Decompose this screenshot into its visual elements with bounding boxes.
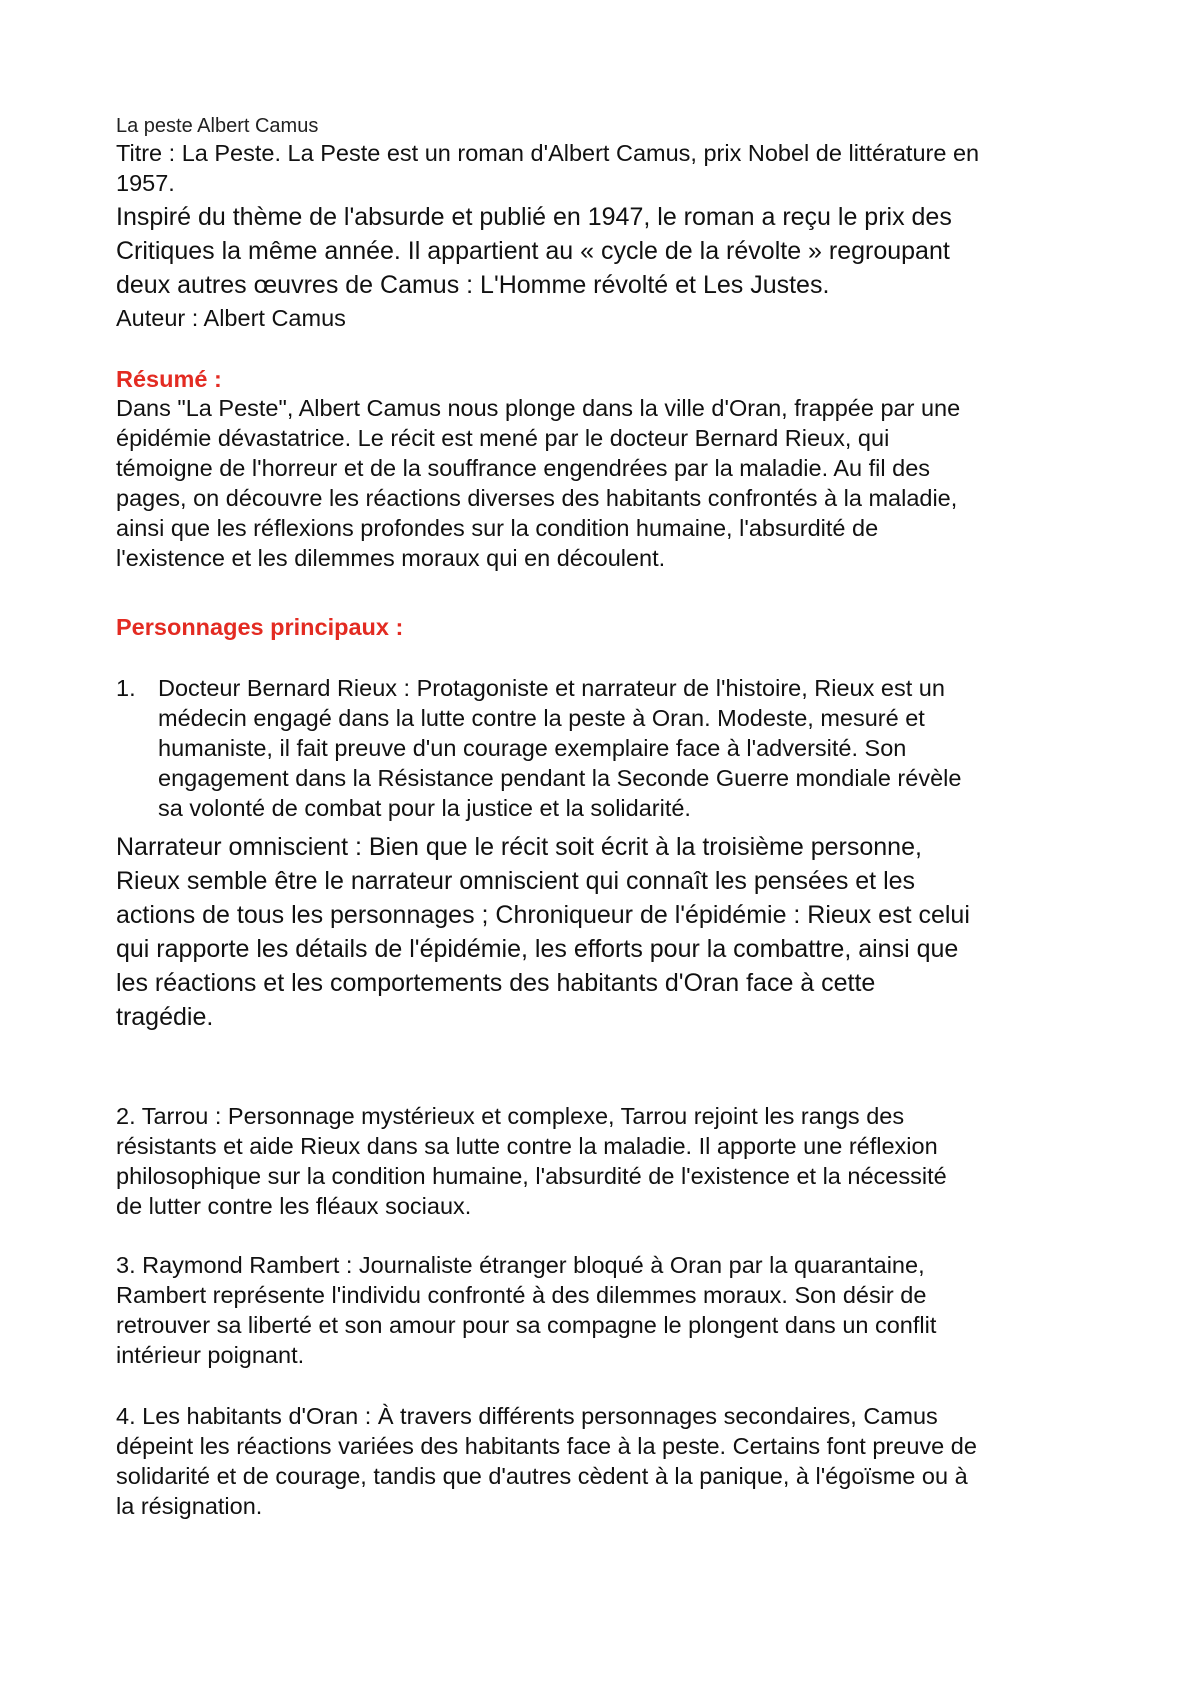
auteur-line: Auteur : Albert Camus (116, 305, 346, 331)
narrateur-paragraph: Narrateur omniscient : Bien que le récit soit écrit à la troisième personne, Rieux semble être le narrateur omniscient qui connaît les pensées et les actions de tous les personnages ; Chroniqueur de l'épidémie : Rieux est celui qui rapporte les détails de l'épidémie, les efforts pour la combattre, ainsi que les réactions et les comportements des habitants d'Oran face à cette tragédie. (116, 833, 970, 1031)
resume-heading: Résumé : (116, 366, 222, 392)
document-title: La peste Albert Camus (116, 115, 319, 137)
resume-paragraph: Dans "La Peste", Albert Camus nous plonge dans la ville d'Oran, frappée par une épidémie dévastatrice. Le récit est mené par le docteur Bernard Rieux, qui témoigne de l'horreur et de la souffrance engendrées par la maladie. Au fil des pages, on découvre les réactions diverses des habitants confrontés à la maladie, ainsi que les réflexions profondes sur la condition humaine, l'absurdité de l'existence et les dilemmes moraux qui en découlent. (116, 395, 961, 571)
personnages-heading: Personnages principaux : (116, 614, 404, 640)
list-item-number: 1. (116, 675, 136, 701)
character-rambert-paragraph: 3. Raymond Rambert : Journaliste étranger bloqué à Oran par la quarantaine, Rambert représente l'individu confronté à des dilemmes moraux. Son désir de retrouver sa liberté et son amour pour sa compagne le plongent dans un conflit intérieur poignant. (116, 1252, 937, 1368)
intro-paragraph: Inspiré du thème de l'absurde et publié en 1947, le roman a reçu le prix des Critiques la même année. Il appartient au « cycle de la révolte » regroupant deux autres œuvres de Camus : L'Homme révolté et Les Justes. (116, 203, 952, 299)
character-habitants-paragraph: 4. Les habitants d'Oran : À travers différents personnages secondaires, Camus dépeint les réactions variées des habitants face à la peste. Certains font preuve de solidarité et de courage, tandis que d'autres cèdent à la panique, à l'égoïsme ou à la résignation. (116, 1403, 977, 1519)
titre-paragraph: Titre : La Peste. La Peste est un roman d'Albert Camus, prix Nobel de littérature en 1957. (116, 140, 980, 196)
character-tarrou-paragraph: 2. Tarrou : Personnage mystérieux et complexe, Tarrou rejoint les rangs des résistants et aide Rieux dans sa lutte contre la maladie. Il apporte une réflexion philosophique sur la condition humaine, l'absurdité de l'existence et la nécessité de lutter contre les fléaux sociaux. (116, 1103, 947, 1219)
list-item-text: Docteur Bernard Rieux : Protagoniste et narrateur de l'histoire, Rieux est un médecin engagé dans la lutte contre la peste à Oran. Modeste, mesuré et humaniste, il fait preuve d'un courage exemplaire face à l'adversité. Son engagement dans la Résistance pendant la Seconde Guerre mondiale révèle sa volonté de combat pour la justice et la solidarité. (158, 675, 962, 821)
